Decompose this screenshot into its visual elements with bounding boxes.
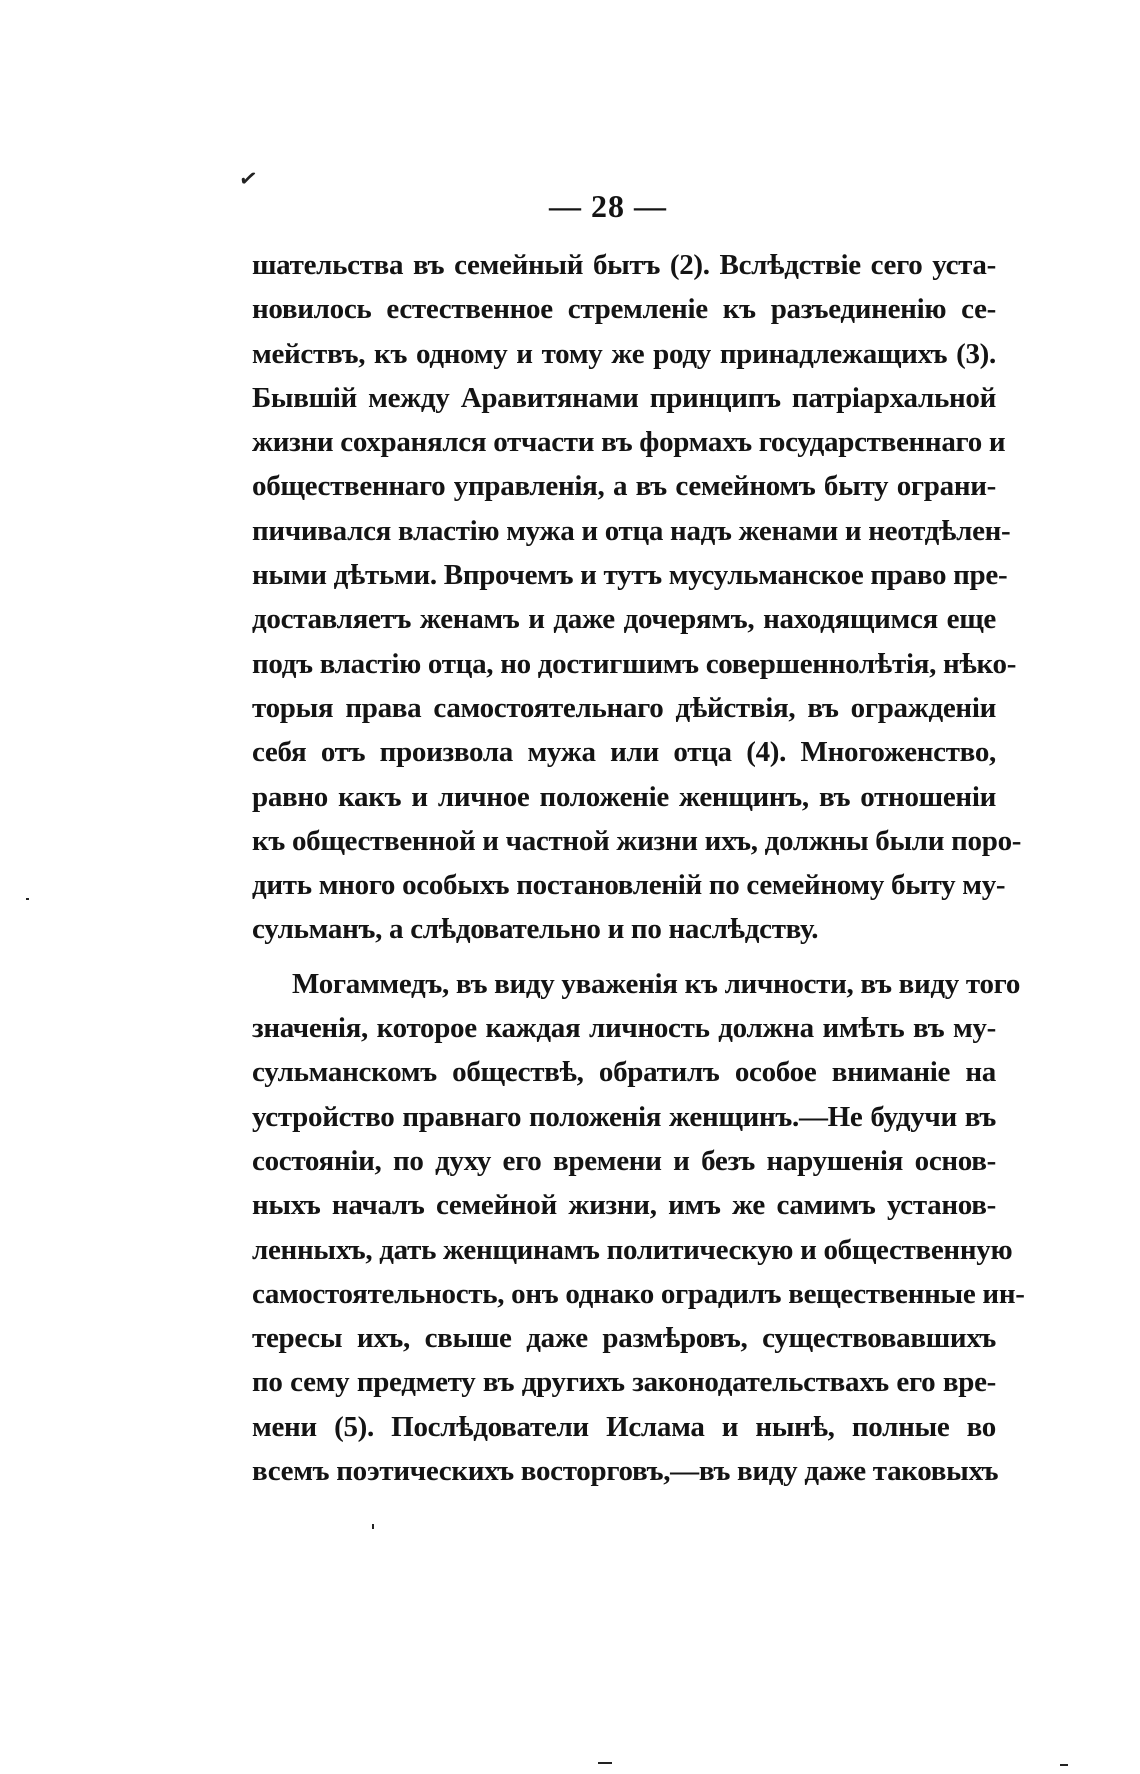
text-line: значенія, которое каждая личность должна имѣть въ му- — [252, 1012, 996, 1045]
scan-speck — [1060, 1764, 1068, 1766]
text-line: мействъ, къ одному и тому же роду принадлежащихъ (3). — [252, 337, 996, 370]
text-line: къ общественной и частной жизни ихъ, должны были поро- — [252, 824, 1022, 857]
body-text — [252, 243, 1025, 1493]
text-line: сульманъ, а слѣдовательно и по наслѣдству. — [252, 913, 819, 946]
text-line: сульманскомъ обществѣ, обратилъ особое вниманіе на — [252, 1056, 996, 1089]
text-line: всемъ поэтическихъ восторговъ,—въ виду даже таковыхъ — [252, 1455, 999, 1488]
paragraph-1 — [252, 243, 1022, 952]
text-line: устройство правнаго положенія женщинъ.—Не будучи въ — [252, 1100, 996, 1133]
page-number: — 28 — — [549, 188, 667, 224]
text-line: подъ властію отца, но достигшимъ совершеннолѣтія, нѣко- — [252, 647, 1017, 680]
text-line: мени (5). Послѣдователи Ислама и нынѣ, полные во — [252, 1410, 996, 1443]
text-line: по сему предмету въ другихъ законодательствахъ его вре- — [252, 1366, 996, 1399]
text-line: состояніи, по духу его времени и безъ нарушенія основ- — [252, 1144, 996, 1177]
text-line: дить много особыхъ постановленій по семейному быту му- — [252, 869, 1006, 902]
text-line: тересы ихъ, свыше даже размѣровъ, существовавшихъ — [252, 1322, 996, 1355]
text-line: новилось естественное стремленіе къ разъединенію се- — [252, 293, 996, 326]
text-line: шательства въ семейный бытъ (2). Вслѣдствіе сего уста- — [252, 249, 996, 281]
text-line: пичивался властію мужа и отца надъ женами и неотдѣлен- — [252, 514, 1011, 547]
text-line: равно какъ и личное положеніе женщинъ, въ отношеніи — [252, 780, 996, 813]
scan-speck — [598, 1762, 612, 1764]
text-line: Бывшій между Аравитянами принципъ патріархальной — [252, 381, 996, 414]
text-line: доставляетъ женамъ и даже дочерямъ, находящимся еще — [252, 603, 996, 636]
paragraph-spacer — [252, 952, 996, 962]
text-line: общественнаго управленія, а въ семейномъ быту ограни- — [252, 470, 996, 503]
text-line: торыя права самостоятельнаго дѣйствія, въ огражденіи — [252, 691, 996, 724]
paragraph-2 — [252, 962, 1025, 1494]
text-line: Могаммедъ, въ виду уваженія къ личности, въ виду того — [292, 967, 1021, 1000]
text-line: себя отъ произвола мужа или отца (4). Многоженство, — [252, 736, 996, 769]
text-line: ленныхъ, дать женщинамъ политическую и общественную — [252, 1233, 1013, 1266]
text-line: ныхъ началъ семейной жизни, имъ же самимъ установ- — [252, 1189, 996, 1222]
text-line: самостоятельность, онъ однако оградилъ вещественные ин- — [252, 1277, 1025, 1310]
text-line: ными дѣтьми. Впрочемъ и тутъ мусульманское право пре- — [252, 559, 1008, 592]
scan-speck — [372, 1524, 374, 1529]
scan-speck — [26, 898, 29, 900]
margin-tick-mark: ✓ — [237, 164, 260, 193]
text-line: жизни сохранялся отчасти въ формахъ государственнаго и — [252, 426, 1006, 459]
